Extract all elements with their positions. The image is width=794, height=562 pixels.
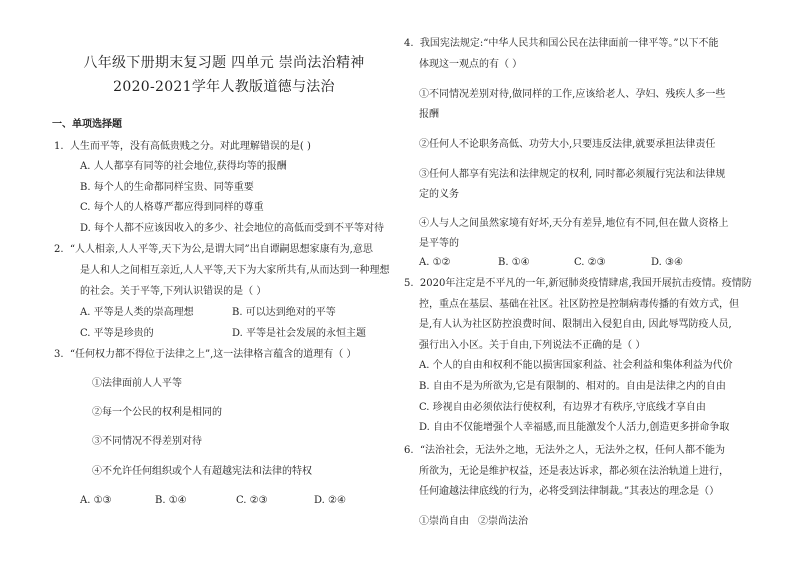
q2-option-d: D. 平等是社会发展的永恒主题 [232,328,367,339]
q4-stem-line1: 4. 我国宪法规定:“中华人民共和国公民在法律面前一律平等。”以下不能 [404,38,719,49]
q6-stem-line2: 所欲为，无论是维护权益，还是表达诉求，都必须在法治轨道上进行， [419,466,729,477]
q1-stem [54,140,311,153]
q4-item-1: ①不同情况差别对待,做同样的工作,应该给老人、孕妇、残疾人多一些 [419,89,726,100]
q3-item-4: ④不允许任何组织或个人有超越宪法和法律的特权 [92,466,312,477]
q4-item-4: ④人与人之间虽然家境有好坏,天分有差异,地位有不同,但在做人资格上 [419,218,729,229]
q2-option-b: B. 可以达到绝对的平等 [232,307,336,318]
q2-option-c: C. 平等是珍贵的 [80,328,154,339]
exam-title-line1: 八年级下册期末复习题 四单元 崇尚法治精神 [83,55,365,71]
q2-number: 2. [54,244,64,255]
q4-item-3: ③任何人都享有宪法和法律规定的权利, 同时都必须履行宪法和法律规 [419,169,726,180]
q1-stem-text: 人生而平等，没有高低贵贱之分。对此理解错误的是( ) [69,141,311,152]
q6-number: 6. [404,445,414,456]
q5-option-d: D. 自由不仅能增强个人幸福感,而且能激发个人活力,创造更多拼命争取 [419,422,730,433]
q5-stem-line4: 强行出入小区。关于自由,下列说法不正确的是（ ） [419,340,646,351]
q5-option-b: B. 自由不是为所欲为,它是有限制的、相对的。自由是法律之内的自由 [419,381,726,392]
q3-choice-d: D. ②④ [314,495,346,506]
q5-number: 5. [404,278,414,289]
q5-stem-line1: 5. 2020年注定是不平凡的一年,新冠肺炎疫情肆虐,我国开展抗击疫情。疫情防 [404,278,752,289]
section-heading: 一、单项选择题 [52,119,122,130]
q1-option-d: D. 每个人都不应该因收入的多少、社会地位的高低而受到不平等对待 [80,223,385,234]
q2-option-a: A. 平等是人类的崇高理想 [80,307,194,318]
q3-choice-c: C. ②③ [236,495,268,506]
q3-choice-b: B. ①④ [155,495,187,506]
q3-item-2: ②每一个公民的权利是相同的 [92,407,222,418]
q4-choice-b: B. ①④ [498,257,530,268]
q4-choice-d: D. ③④ [651,257,683,268]
q4-item-4-cont: 是平等的 [419,238,459,249]
q2-stem-line2: 是人和人之间相互亲近,人人平等,天下为大家所共有,从而达到一种理想 [80,265,390,276]
q2-stem-line3: 的社会。关于平等,下列认识错误的是（ ） [80,286,267,297]
q4-choice-c: C. ②③ [574,257,606,268]
q4-item-1-cont: 报酬 [419,109,439,120]
q6-item-2: ②崇尚法治 [478,516,528,527]
q5-option-a: A. 个人的自由和权利不能以损害国家利益、社会利益和集体利益为代价 [419,360,733,371]
q4-choice-a: A. ①② [419,257,451,268]
q2-stem-line1: 2. “人人相亲,人人平等,天下为公,是谓大同”出自谭嗣思想家康有为,意思 [54,244,373,255]
q4-number: 4. [404,38,414,49]
q1-option-c: C. 每个人的人格尊严都应得到同样的尊重 [80,202,264,213]
q4-item-3-cont: 定的义务 [419,189,459,200]
q3-item-3: ③不同情况不得差别对待 [92,436,202,447]
q1-number: 1. [54,141,64,152]
q6-stem-line3: 任何逾越法律底线的行为，必将受到法律制裁。”其表达的理念是（） [419,486,720,497]
q4-item-2: ②任何人不论职务高低、功劳大小,只要违反法律,就要承担法律责任 [419,139,716,150]
exam-title-line2: 2020-2021学年人教版道德与法治 [113,79,335,95]
q3-choice-a: A. ①③ [80,495,112,506]
q5-stem-line3: 是,有人认为社区防控浪费时间、限制出入侵犯自由, 因此辱骂防疫人员, [419,319,732,330]
q6-stem-line1: 6. “法治社会，无法外之地，无法外之人，无法外之权，任何人都不能为 [404,445,726,456]
q1-option-a: A. 人人都享有同等的社会地位,获得均等的报酬 [80,161,287,172]
q6-item-1: ①崇尚自由 [419,516,469,527]
q3-number: 3. [54,349,64,360]
q4-stem-line2: 体现这一观点的有（ ） [419,59,523,70]
q3-stem: 3. “任何权力都不得位于法律之上”,这一法律格言蕴含的道理有（ ） [54,349,357,360]
q3-item-1: ①法律面前人人平等 [92,378,182,389]
q5-stem-line2: 控，重点在基层、基础在社区。社区防控是控制病毒传播的有效方式，但 [419,299,739,310]
q1-option-b: B. 每个人的生命都同样宝贵、同等重要 [80,182,254,193]
q5-option-c: C. 珍视自由必须依法行使权利，有边界才有秩序,守底线才享自由 [419,402,706,413]
